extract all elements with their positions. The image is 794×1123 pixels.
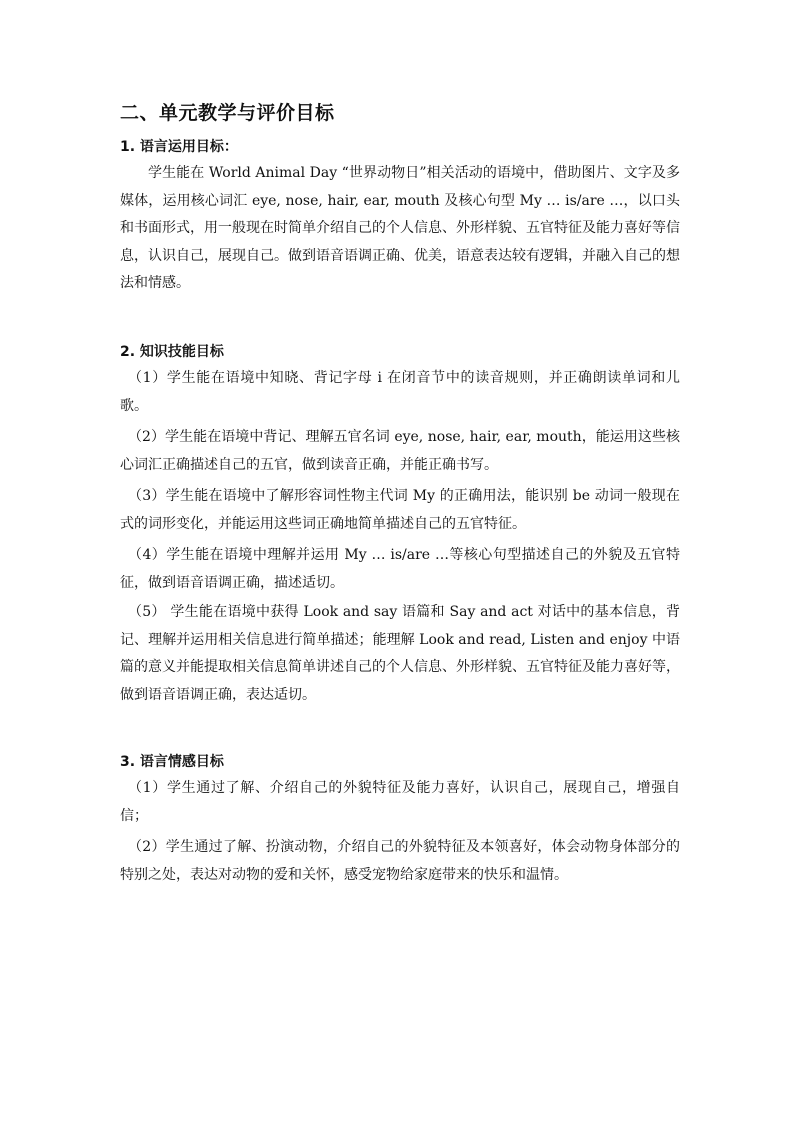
- goal2-item-5: （5） 学生能在语境中获得 Look and say 语篇和 Say and act 对话中的基本信息，背记、理解并运用相关信息进行简单描述；能理解 Look and read, Listen and enjoy 中语篇的意义并能提取相关信息简单讲述自己的个人信息、外形样貌、五官特征及能力喜好等，做到语音语调正确，表达适切。: [120, 604, 680, 703]
- goal2-title: 2. 知识技能目标: [120, 344, 224, 360]
- goal2-item-3: （3）学生能在语境中了解形容词性物主代词 My 的正确用法，能识别 be 动词一般现在式的词形变化，并能运用这些词正确地简单描述自己的五官特征。: [120, 488, 680, 532]
- section-title: 二、单元教学与评价目标: [120, 102, 335, 124]
- goal1-title: 1. 语言运用目标：: [120, 139, 238, 155]
- goal2-item-2: （2）学生能在语境中背记、理解五官名词 eye, nose, hair, ear, mouth，能运用这些核心词汇正确描述自己的五官，做到读音正确，并能正确书写。: [120, 429, 680, 473]
- goal2-item-1: （1）学生能在语境中知晓、背记字母 i 在闭音节中的读音规则，并正确朗读单词和儿歌。: [120, 370, 680, 414]
- goal3-item-1: （1）学生通过了解、介绍自己的外貌特征及能力喜好，认识自己，展现自己，增强自信；: [120, 780, 680, 824]
- goal3-title: 3. 语言情感目标: [120, 754, 224, 770]
- goal3-item-2: （2）学生通过了解、扮演动物，介绍自己的外貌特征及本领喜好，体会动物身体部分的特别之处，表达对动物的爱和关怀，感受宠物给家庭带来的快乐和温情。: [120, 839, 680, 883]
- goal1-text: 学生能在 World Animal Day “世界动物日”相关活动的语境中，借助图片、文字及多媒体，运用核心词汇 eye, nose, hair, ear, mouth 及核心句型 My … is/are …，以口头和书面形式，用一般现在时简单介绍自己的个人信息、外形样貌、五官特征及能力喜好等信息，认识自己，展现自己。做到语音语调正确、优美，语意表达较有逻辑，并融入自己的想法和情感。: [120, 165, 680, 291]
- goal2-item-4: （4）学生能在语境中理解并运用 My … is/are …等核心句型描述自己的外貌及五官特征，做到语音语调正确，描述适切。: [120, 547, 680, 591]
